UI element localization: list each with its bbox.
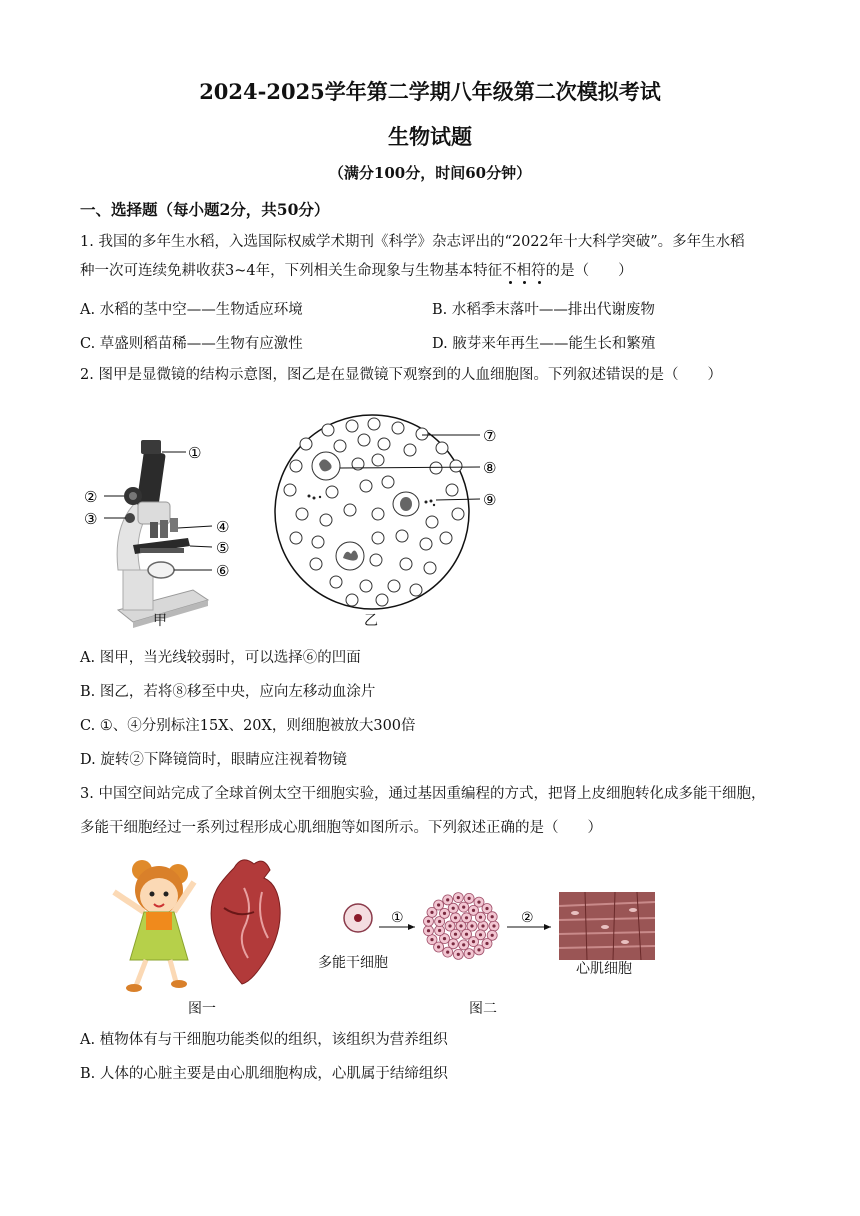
stem-cell-nucleus bbox=[452, 907, 455, 910]
q1-emph-1: 不 bbox=[502, 263, 517, 279]
stem-cell-nucleus bbox=[438, 920, 441, 923]
red-blood-cell bbox=[392, 422, 404, 434]
red-blood-cell bbox=[372, 454, 384, 466]
q1-line2-post: 的是（ ） bbox=[545, 263, 633, 279]
stem-cell-nucleus bbox=[477, 901, 480, 904]
label-4: ④ bbox=[216, 518, 230, 536]
red-blood-cell bbox=[330, 576, 342, 588]
stem-cell-nucleus bbox=[443, 912, 446, 915]
stem-cell-cluster bbox=[424, 893, 500, 960]
stem-cell-nucleus bbox=[438, 929, 441, 932]
red-blood-cell bbox=[382, 476, 394, 488]
label-1: ① bbox=[188, 444, 202, 462]
figure-one bbox=[84, 848, 304, 996]
stem-cell-nucleus bbox=[437, 903, 440, 906]
red-blood-cell bbox=[290, 460, 302, 472]
stem-cell-nucleus bbox=[485, 907, 488, 910]
q1-option-b[interactable]: B. 水稻季末落叶——排出代谢废物 bbox=[432, 302, 655, 318]
red-blood-cell bbox=[300, 438, 312, 450]
stem-cell-label: 多能干细胞 bbox=[318, 955, 388, 971]
red-blood-cell bbox=[326, 486, 338, 498]
stem-cell-nucleus bbox=[457, 896, 460, 899]
red-blood-cell bbox=[450, 460, 462, 472]
microscope-figure bbox=[78, 430, 248, 635]
red-blood-cell bbox=[420, 538, 432, 550]
red-blood-cell bbox=[344, 504, 356, 516]
q2-option-c[interactable]: C. ①、④分别标注15X、20X，则细胞被放大300倍 bbox=[80, 718, 416, 734]
q2-option-a[interactable]: A. 图甲，当光线较弱时，可以选择⑥的凹面 bbox=[80, 650, 361, 666]
fig-caption-yi: 乙 bbox=[364, 613, 378, 629]
stem-cell-nucleus bbox=[462, 943, 465, 946]
q3-line1: 3. 中国空间站完成了全球首例太空干细胞实验，通过基因重编程的方式，把肾上皮细胞转化成多能干细胞， bbox=[80, 786, 766, 802]
girl-illustration bbox=[114, 860, 194, 992]
stem-cell-nucleus bbox=[427, 920, 430, 923]
stem-cell-nucleus bbox=[468, 952, 471, 955]
q2-option-b[interactable]: B. 图乙，若将⑧移至中央，应向左移动血涂片 bbox=[80, 684, 376, 700]
stem-cell-nucleus bbox=[427, 929, 430, 932]
fig-caption-two: 图二 bbox=[469, 1001, 497, 1017]
q1-line2 bbox=[80, 261, 633, 281]
stem-cell-nucleus bbox=[446, 951, 449, 954]
red-blood-cell bbox=[430, 462, 442, 474]
stem-cell-nucleus bbox=[462, 906, 465, 909]
red-blood-cell bbox=[424, 562, 436, 574]
stem-cell-nucleus bbox=[446, 898, 449, 901]
red-blood-cell bbox=[310, 558, 322, 570]
white-blood-cell bbox=[312, 452, 340, 480]
red-blood-cell bbox=[284, 484, 296, 496]
stem-cell-nucleus bbox=[430, 911, 433, 914]
red-blood-cell bbox=[372, 532, 384, 544]
stem-cell-nucleus bbox=[457, 953, 460, 956]
red-blood-cell bbox=[290, 532, 302, 544]
q1-emph-2: 相 bbox=[516, 263, 532, 279]
red-blood-cell bbox=[346, 420, 358, 432]
red-blood-cell bbox=[416, 428, 428, 440]
red-blood-cell bbox=[440, 532, 452, 544]
stem-cell-nucleus bbox=[479, 933, 482, 936]
white-blood-cell bbox=[393, 492, 419, 516]
stem-cell-nucleus bbox=[479, 916, 482, 919]
label-8: ⑧ bbox=[483, 459, 497, 477]
arrow-2-label: ② bbox=[521, 910, 534, 926]
q2-stem: 2. 图甲是显微镜的结构示意图，图乙是在显微镜下观察到的人血细胞图。下列叙述错误的是（ ） bbox=[80, 367, 722, 383]
stem-cell-nucleus bbox=[454, 916, 457, 919]
exam-subtitle: 生物试题 bbox=[388, 124, 472, 149]
red-blood-cell bbox=[376, 594, 388, 606]
fig-caption-jia: 甲 bbox=[153, 613, 167, 629]
red-blood-cell bbox=[446, 484, 458, 496]
section-heading: 一、选择题（每小题2分，共50分） bbox=[80, 200, 330, 219]
stem-cell-nucleus bbox=[472, 909, 475, 912]
red-blood-cell bbox=[312, 536, 324, 548]
red-blood-cell bbox=[346, 594, 358, 606]
red-blood-cell bbox=[296, 508, 308, 520]
stem-cell-nucleus bbox=[454, 933, 457, 936]
stem-cell-nucleus bbox=[465, 933, 468, 936]
red-blood-cell bbox=[322, 424, 334, 436]
q1-line1: 1. 我国的多年生水稻，入选国际权威学术期刊《科学》杂志评出的“2022年十大科学突破”。多年生水稻 bbox=[80, 234, 745, 250]
stem-cell-nucleus bbox=[491, 934, 494, 937]
q1-option-d[interactable]: D. 腋芽来年再生——能生长和繁殖 bbox=[432, 336, 656, 352]
red-blood-cell bbox=[404, 444, 416, 456]
red-blood-cell bbox=[360, 480, 372, 492]
q1-option-a[interactable]: A. 水稻的茎中空——生物适应环境 bbox=[80, 302, 303, 318]
cardiomyocyte-tissue bbox=[559, 892, 655, 960]
red-blood-cell bbox=[370, 554, 382, 566]
stem-cell-nucleus bbox=[481, 924, 484, 927]
heart-cell-label: 心肌细胞 bbox=[576, 961, 632, 977]
stem-cell-nucleus bbox=[477, 948, 480, 951]
red-blood-cell bbox=[426, 516, 438, 528]
q2-option-d[interactable]: D. 旋转②下降镜筒时，眼睛应注视着物镜 bbox=[80, 752, 347, 768]
red-blood-cell bbox=[378, 438, 390, 450]
red-blood-cell bbox=[400, 558, 412, 570]
red-blood-cell bbox=[436, 442, 448, 454]
stem-cell-nucleus bbox=[459, 924, 462, 927]
fig-caption-one: 图一 bbox=[188, 1001, 216, 1017]
red-blood-cell bbox=[334, 440, 346, 452]
stem-cell-nucleus bbox=[443, 937, 446, 940]
stem-cell-nucleus bbox=[468, 897, 471, 900]
arrow-1-label: ① bbox=[391, 910, 404, 926]
stem-cell-nucleus bbox=[492, 924, 495, 927]
red-blood-cell bbox=[388, 580, 400, 592]
stem-cell-nucleus bbox=[470, 924, 473, 927]
red-blood-cell bbox=[368, 418, 380, 430]
q1-option-c[interactable]: C. 草盛则稻苗稀——生物有应激性 bbox=[80, 336, 303, 352]
stem-cell-nucleus bbox=[430, 938, 433, 941]
stem-cell-nucleus bbox=[472, 940, 475, 943]
label-9: ⑨ bbox=[483, 491, 497, 509]
heart-illustration bbox=[211, 860, 280, 984]
q3-line2: 多能干细胞经过一系列过程形成心肌细胞等如图所示。下列叙述正确的是（ ） bbox=[80, 820, 602, 836]
red-blood-cell bbox=[452, 508, 464, 520]
q1-line2-pre: 种一次可连续免耕收获3~4年，下列相关生命现象与生物基本特征 bbox=[80, 263, 503, 279]
q3-option-a[interactable]: A. 植物体有与干细胞功能类似的组织，该组织为营养组织 bbox=[80, 1032, 448, 1048]
stem-cell-nucleus bbox=[491, 915, 494, 918]
stem-cell-nucleus bbox=[465, 916, 468, 919]
stem-cell-nucleus bbox=[452, 942, 455, 945]
stem-cell-nucleus bbox=[448, 924, 451, 927]
stem-cell-nucleus bbox=[437, 945, 440, 948]
red-blood-cell bbox=[396, 530, 408, 542]
label-3: ③ bbox=[84, 510, 98, 528]
label-5: ⑤ bbox=[216, 539, 230, 557]
exam-note: （满分100分，时间60分钟） bbox=[328, 164, 532, 182]
stem-cell-nucleus bbox=[485, 942, 488, 945]
red-blood-cell bbox=[320, 514, 332, 526]
white-blood-cell bbox=[336, 542, 364, 570]
red-blood-cell bbox=[410, 584, 422, 596]
q1-emph-3: 符 bbox=[531, 263, 546, 279]
red-blood-cell bbox=[360, 580, 372, 592]
blood-smear-figure bbox=[266, 410, 516, 610]
label-2: ② bbox=[84, 488, 98, 506]
red-blood-cell bbox=[358, 434, 370, 446]
label-6: ⑥ bbox=[216, 562, 230, 580]
exam-title: 2024-2025学年第二学期八年级第二次模拟考试 bbox=[199, 79, 661, 104]
label-7: ⑦ bbox=[483, 427, 497, 445]
q3-option-b[interactable]: B. 人体的心脏主要是由心肌细胞构成，心肌属于结缔组织 bbox=[80, 1066, 448, 1082]
red-blood-cell bbox=[372, 508, 384, 520]
